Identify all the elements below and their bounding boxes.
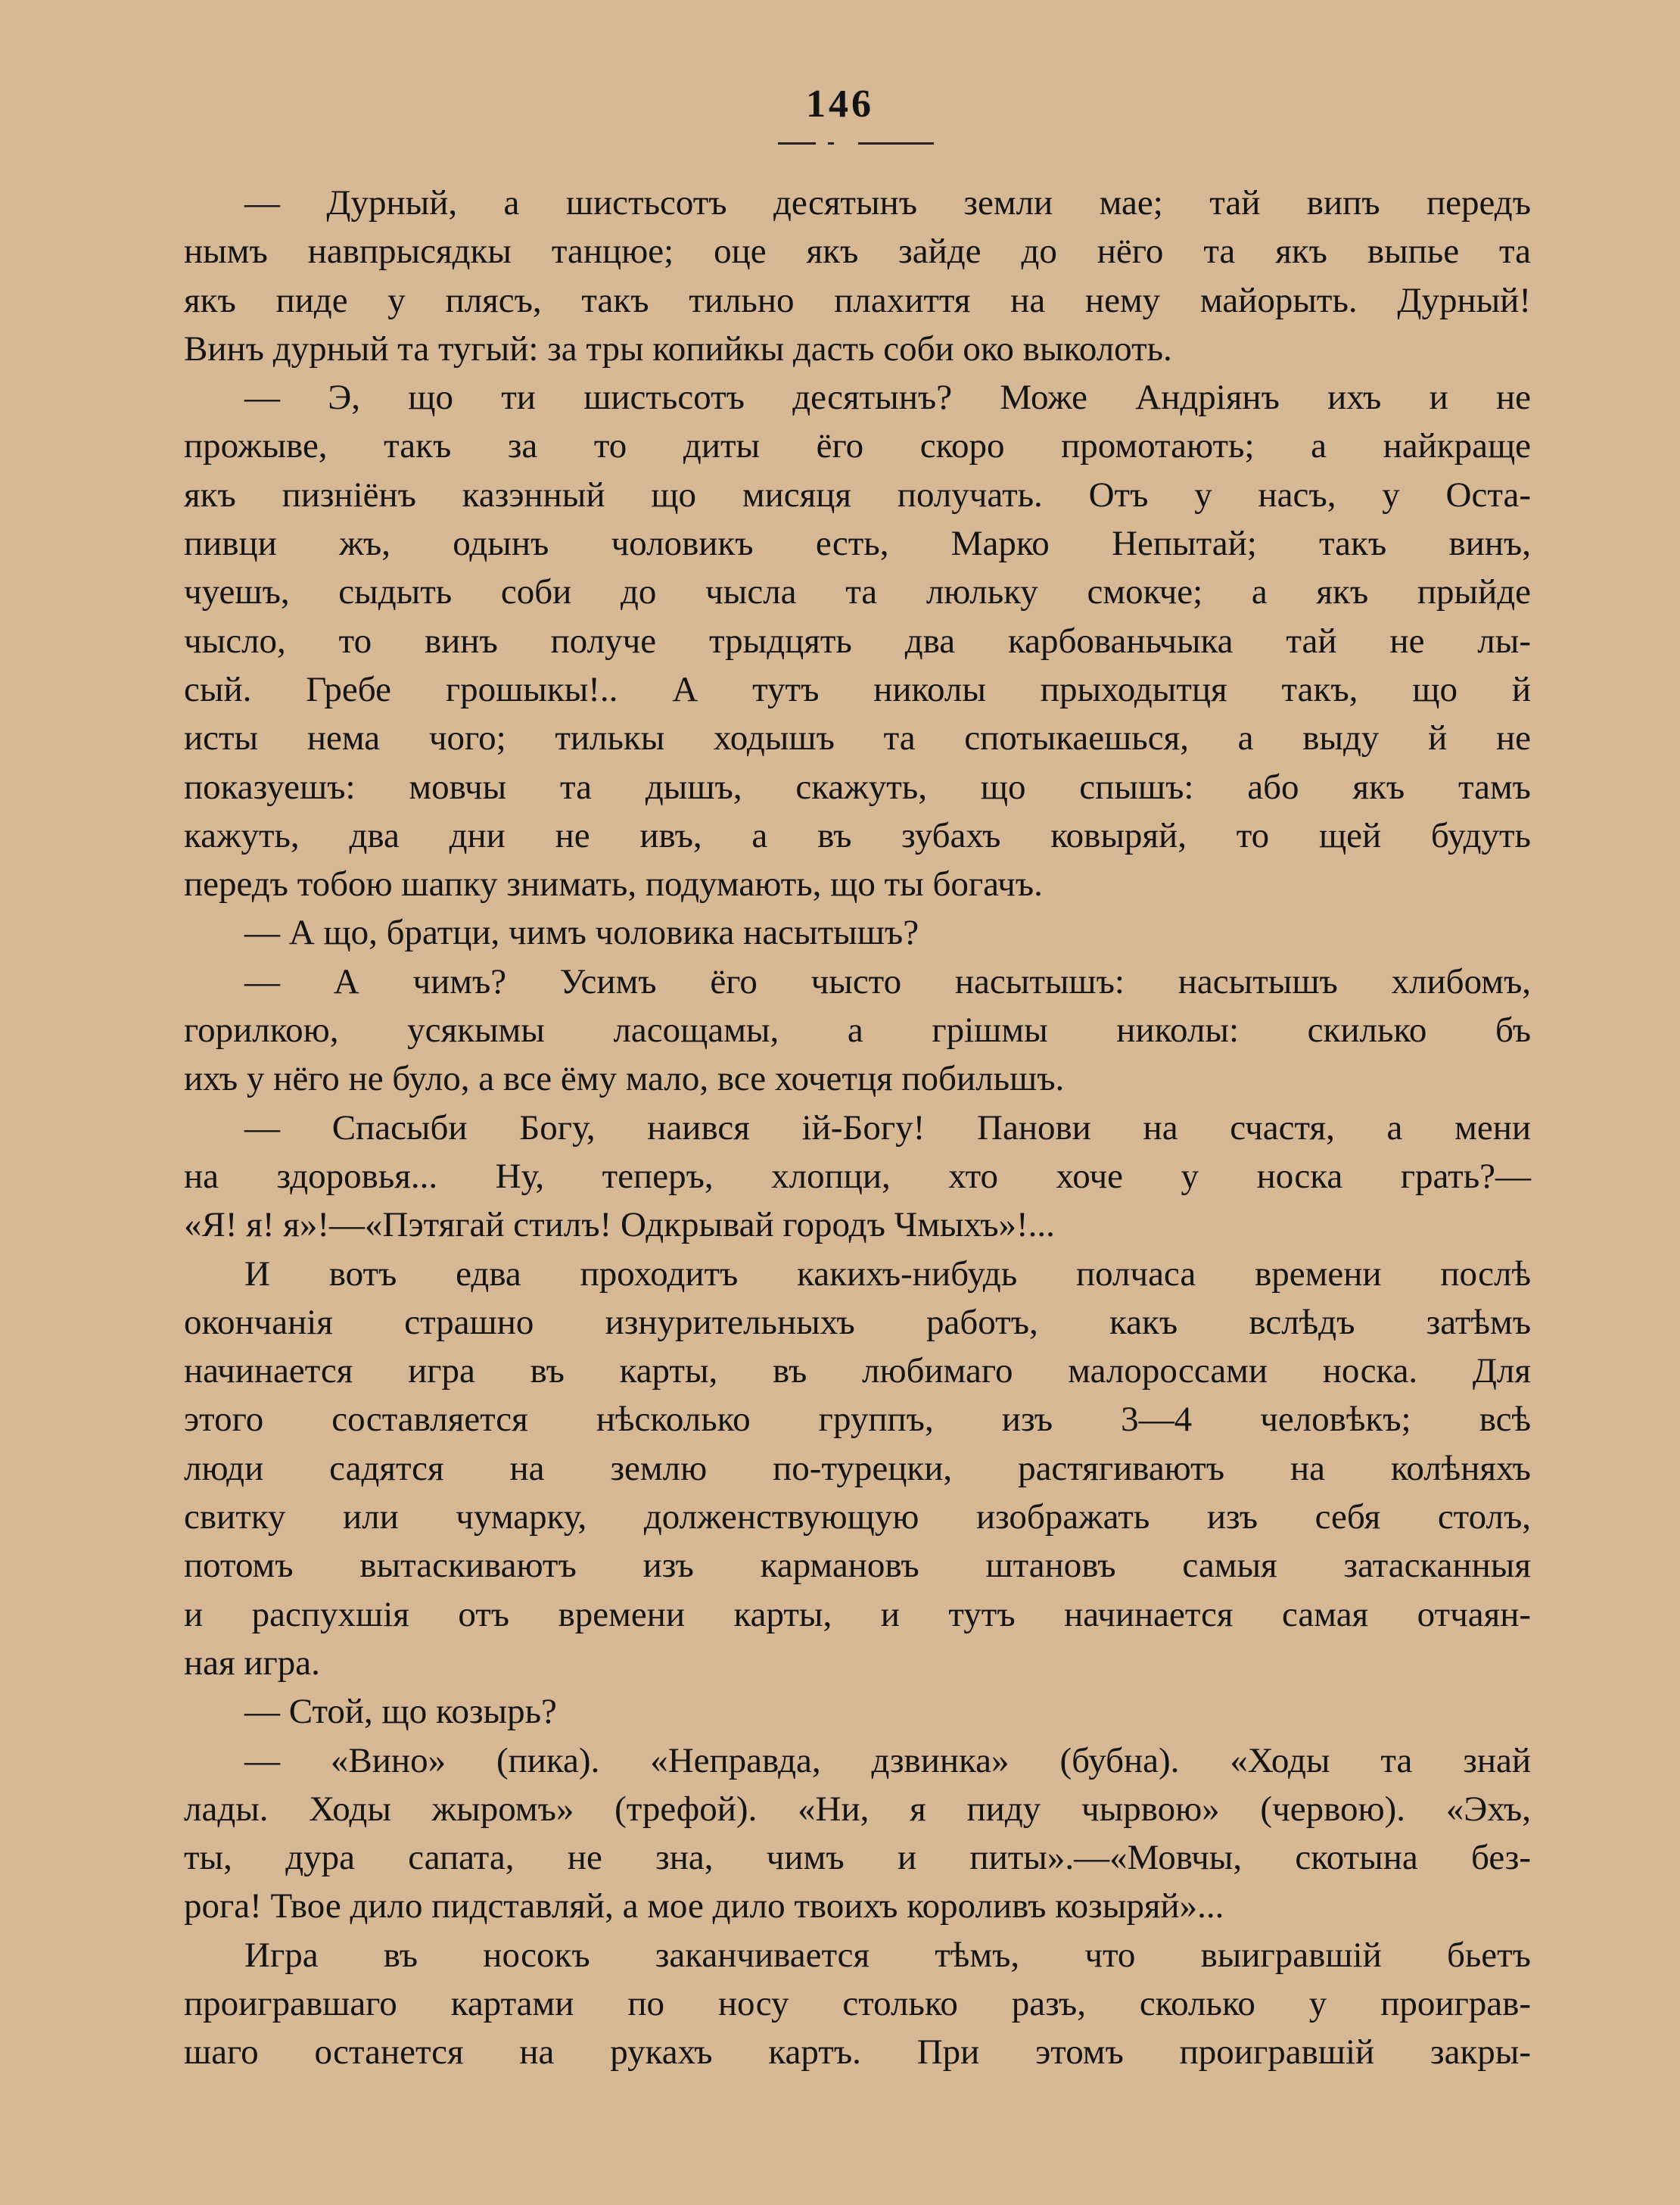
text-line: окончанія страшно изнурительныхъ работъ, какъ вслѣдъ затѣмъ: [184, 1302, 1531, 1342]
text-line: — А чимъ? Усимъ ёго чысто насытышъ: насытышъ хлибомъ,: [244, 961, 1531, 1001]
text-line: прожыве, такъ за то диты ёго скоро промотають; а найкраще: [184, 426, 1531, 466]
text-line: пивци жъ, одынъ чоловикъ есть, Марко Непытай; такъ винъ,: [184, 524, 1531, 564]
text-line: на здоровья... Ну, теперъ, хлопци, хто хоче у носка грать?—: [184, 1156, 1531, 1196]
text-line: лады. Ходы жыромъ» (трефой). «Ни, я пиду чырвою» (червою). «Эхъ,: [184, 1789, 1531, 1829]
text-line: свитку или чумарку, долженствующую изображать изъ себя столъ,: [184, 1497, 1531, 1537]
text-line: И вотъ едва проходитъ какихъ-нибудь полчаса времени послѣ: [244, 1254, 1531, 1294]
text-line: передъ тобою шапку знимать, подумають, що ты богачъ.: [184, 864, 1043, 905]
text-line: исты нема чого; тилькы ходышъ та спотыкаешься, а выду й не: [184, 718, 1531, 758]
text-line: показуешъ: мовчы та дышъ, скажуть, що спышъ: або якъ тамъ: [184, 767, 1531, 807]
page-number-rule: [778, 142, 934, 145]
text-line: проигравшаго картами по носу столько разъ, сколько у проиграв-: [184, 1983, 1531, 2023]
text-line: — Э, що ти шистьсотъ десятынъ? Може Андріянъ ихъ и не: [244, 378, 1531, 418]
text-line: Винъ дурный та тугый: за тры копийкы дасть соби око выколоть.: [184, 329, 1172, 369]
text-line: — Спасыби Богу, наився ій-Богу! Панови на счастя, а мени: [244, 1107, 1531, 1148]
text-line: нымъ навпрысядкы танцюе; оце якъ зайде до нёго та якъ выпье та: [184, 232, 1531, 272]
text-line: — Дурный, а шистьсотъ десятынъ земли мае; тай випъ передъ: [244, 183, 1531, 223]
text-line: сый. Гребе грошыкы!.. А тутъ николы прыходытця такъ, що й: [184, 669, 1531, 709]
page-text-body: [184, 179, 1531, 2077]
text-line: якъ пизніёнъ казэнный що мисяця получать. Отъ у насъ, у Оста-: [184, 475, 1531, 515]
text-line: — А що, братци, чимъ чоловика насытышъ?: [244, 913, 919, 953]
text-line: начинается игра въ карты, въ любимаго малороссами носка. Для: [184, 1351, 1531, 1391]
text-line: и распухшія отъ времени карты, и тутъ начинается самая отчаян-: [184, 1594, 1531, 1634]
text-line: «Я! я! я»!—«Пэтягай стилъ! Одкрывай городъ Чмыхъ»!...: [184, 1205, 1055, 1245]
text-line: якъ пиде у плясъ, такъ тильно плахиття на нему майорыть. Дурный!: [184, 280, 1531, 320]
text-line: — «Вино» (пика). «Неправда, дзвинка» (бубна). «Ходы та знай: [244, 1740, 1531, 1780]
text-line: чуешъ, сыдыть соби до чысла та люльку смокче; а якъ прыйде: [184, 572, 1531, 612]
text-line: кажуть, два дни не ивъ, а въ зубахъ ковыряй, то щей будуть: [184, 815, 1531, 855]
text-line: шаго останется на рукахъ картъ. При этомъ проигравшій закры-: [184, 2032, 1531, 2073]
text-line: этого составляется нѣсколько группъ, изъ 3—4 человѣкъ; всѣ: [184, 1400, 1531, 1440]
text-line: ная игра.: [184, 1643, 320, 1683]
text-line: — Стой, що козырь?: [244, 1692, 557, 1732]
text-line: люди садятся на землю по-турецки, растягиваютъ на колѣняхъ: [184, 1448, 1531, 1488]
text-line: ты, дура сапата, не зна, чимъ и питы».—«Мовчы, скотына без-: [184, 1838, 1531, 1878]
page-number: 146: [806, 83, 874, 126]
text-line: чысло, то винъ получе трыдцять два карбованьчыка тай не лы-: [184, 621, 1531, 661]
text-line: ихъ у нёго не було, а все ёму мало, все хочетця побильшъ.: [184, 1059, 1065, 1099]
text-line: Игра въ носокъ заканчивается тѣмъ, что выигравшій бьетъ: [244, 1935, 1531, 1975]
text-line: рога! Твое дило пидставляй, а мое дило твоихъ короливъ козыряй»...: [184, 1886, 1224, 1926]
text-line: потомъ вытаскиваютъ изъ кармановъ штановъ самыя затасканныя: [184, 1546, 1531, 1586]
text-line: горилкою, усякымы ласощамы, а грішмы николы: скилько бъ: [184, 1011, 1531, 1051]
